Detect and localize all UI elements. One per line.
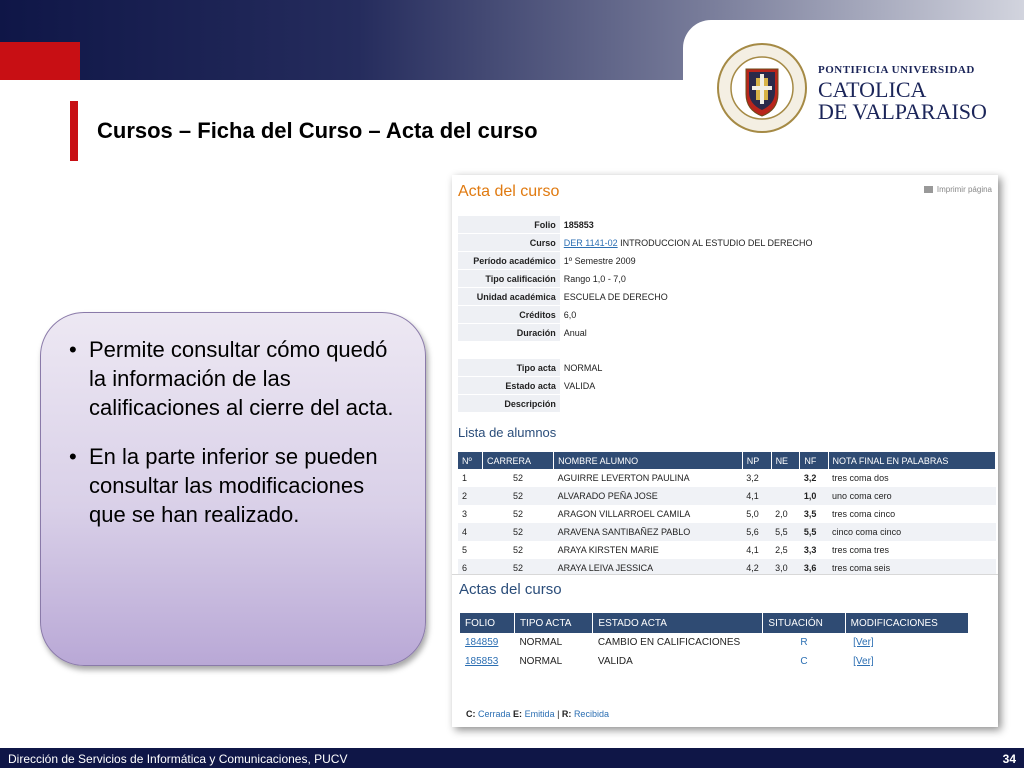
folio-link[interactable]: 185853 [465,656,499,667]
university-logo [818,64,987,123]
info-row: Período académico 1º Semestre 2009 [458,252,998,269]
table-row: 184859 NORMAL CAMBIO EN CALIFICACIONES R [Ver] [465,637,874,648]
students-header-row [458,452,996,469]
col-header: NP [742,452,771,469]
acta-title: Acta del curso [458,183,560,200]
col-header: ESTADO ACTA [593,613,763,633]
course-info-table [458,215,998,342]
col-header: NOTA FINAL EN PALABRAS [828,452,995,469]
bullet-item: • Permite consultar cómo quedó la información de las calificaciones al cierre del acta. [69,337,394,420]
logo-line-2: CATOLICA [818,77,927,102]
col-header: FOLIO [460,613,514,633]
explanation-bubble [40,312,426,666]
info-row: Folio 185853 [458,216,998,233]
bullet-list [41,313,425,529]
actas-section-title: Actas del curso [459,581,562,598]
printer-icon [924,186,933,193]
students-table [458,452,996,577]
info-row: Curso DER 1141-02 INTRODUCCION AL ESTUDIO DEL DERECHO [458,234,998,251]
footer-text: Dirección de Servicios de Informática y Comunicaciones, PUCV [8,752,348,766]
info-row: Créditos 6,0 [458,306,998,323]
col-header: MODIFICACIONES [845,613,968,633]
logo-line-3: DE VALPARAISO [818,99,987,124]
info-row: Estado acta VALIDA [458,377,998,394]
acta-screenshot [452,175,998,727]
actas-panel [452,574,998,727]
actas-table [460,613,969,671]
table-row: 3 52 ARAGON VILLARROEL CAMILA 5,0 2,0 3,5 tres coma cinco [462,509,896,519]
bullet-item: • En la parte inferior se pueden consultar las modificaciones que se han realizado. [69,444,378,527]
table-row: 185853 NORMAL VALIDA C [Ver] [465,656,874,667]
slide-title: Cursos – Ficha del Curso – Acta del curso [97,118,538,143]
header-accent-block [0,42,80,80]
university-seal-icon [716,42,808,134]
print-page-link[interactable]: Imprimir página [924,185,992,194]
table-row: 5 52 ARAYA KIRSTEN MARIE 4,1 2,5 3,3 tres coma tres [462,545,890,555]
col-header: NF [800,452,828,469]
col-header: TIPO ACTA [514,613,592,633]
table-row: 6 52 ARAYA LEIVA JESSICA 4,2 3,0 3,6 tres coma seis [458,559,996,577]
title-accent-bar [70,101,78,161]
info-row: Tipo acta NORMAL [458,359,998,376]
folio-link[interactable]: 184859 [465,637,499,648]
info-row: Descripción [458,395,998,412]
col-header: NOMBRE ALUMNO [554,452,743,469]
info-row: Unidad académica ESCUELA DE DERECHO [458,288,998,305]
acta-status-table [458,358,998,413]
page-number: 34 [1002,752,1016,766]
col-header: NE [771,452,800,469]
course-code-link[interactable]: DER 1141-02 [563,237,618,248]
actas-header-row [460,613,969,633]
table-row: 2 52 ALVARADO PEÑA JOSE 4,1 1,0 uno coma cero [458,487,996,505]
col-header: CARRERA [483,452,554,469]
col-header: Nº [458,452,483,469]
col-header: SITUACIÓN [763,613,845,633]
students-section-title: Lista de alumnos [458,425,557,440]
table-row: 1 52 AGUIRRE LEVERTON PAULINA 3,2 3,2 tres coma dos [462,473,889,483]
info-row: Duración Anual [458,324,998,341]
situation-legend: C: Cerrada E: Emitida | R: Recibida [466,709,609,719]
info-row: Tipo calificación Rango 1,0 - 7,0 [458,270,998,287]
table-row: 4 52 ARAVENA SANTIBAÑEZ PABLO 5,6 5,5 5,5 cinco coma cinco [458,523,996,541]
logo-line-1: PONTIFICIA UNIVERSIDAD [818,64,975,76]
ver-modificaciones-link[interactable]: [Ver] [853,637,874,648]
slide-footer [0,748,1024,768]
ver-modificaciones-link[interactable]: [Ver] [853,656,874,667]
